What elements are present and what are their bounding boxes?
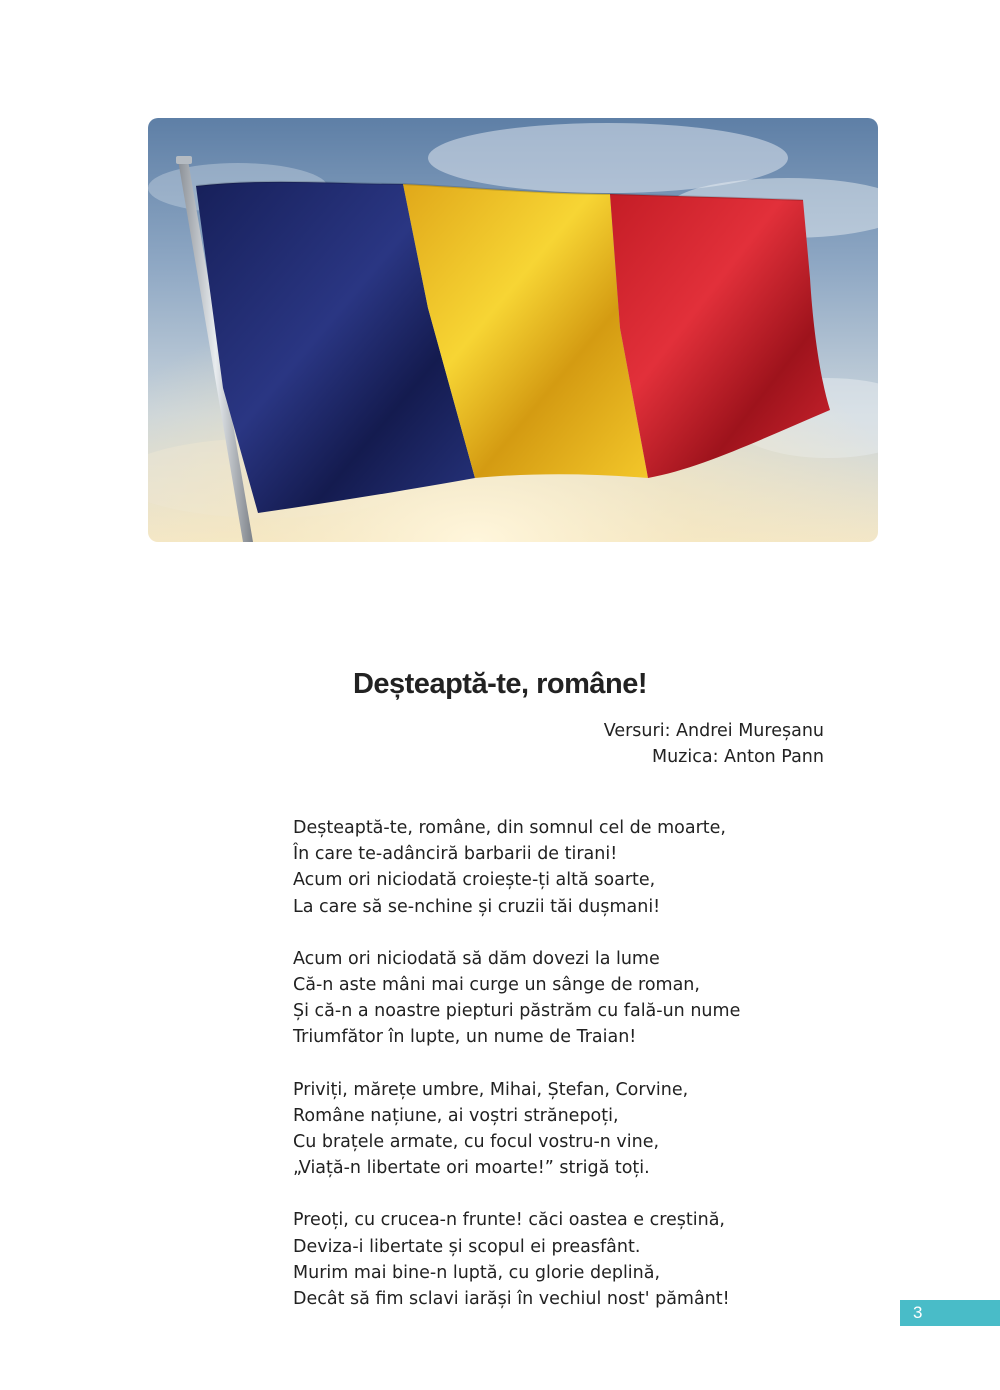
poem-line: Deviza-i libertate și scopul ei preasfânt. [293,1236,641,1257]
poem-line: Decât să fim sclavi iarăși în vechiul nost' pământ! [293,1289,730,1310]
poem-line: În care te-adânciră barbarii de tirani! [293,844,618,865]
stanza [293,815,853,920]
poem [293,815,853,1312]
lyrics-credit: Versuri: Andrei Mureșanu [603,721,824,741]
poem-line: Acum ori niciodată croiește-ți altă soarte, [293,870,656,891]
credits [604,718,824,770]
poem-line: Și că-n a noastre piepturi păstrăm cu fală-un nume [293,1001,741,1022]
poem-line: Deșteaptă-te, române, din somnul cel de moarte, [293,818,726,838]
poem-line: „Viață-n libertate ori moarte!” strigă toți. [293,1158,650,1179]
flag-photo [148,118,878,542]
stanza [293,1077,853,1182]
page-number: 3 [900,1300,1000,1326]
poem-line: Priviți, mărețe umbre, Mihai, Ștefan, Corvine, [293,1079,689,1100]
poem-line: Preoți, cu crucea-n frunte! căci oastea e creștină, [293,1210,725,1231]
poem-line: Murim mai bine-n luptă, cu glorie deplină, [293,1262,661,1283]
stanza [293,946,853,1051]
music-credit: Muzica: Anton Pann [651,747,824,767]
anthem-title: Deșteaptă-te, române! [352,668,648,700]
poem-line: Că-n aste mâni mai curge un sânge de roman, [293,975,700,996]
poem-line: Triumfător în lupte, un nume de Traian! [293,1027,637,1048]
romanian-flag-illustration [148,118,878,542]
poem-line: Cu brațele armate, cu focul vostru-n vine, [293,1132,660,1153]
poem-line: La care să se-nchine și cruzii tăi dușmani! [293,896,661,917]
poem-line: Acum ori niciodată să dăm dovezi la lume [293,948,660,969]
poem-line: Române națiune, ai voștri strănepoți, [293,1105,619,1126]
stanza [293,1207,853,1312]
